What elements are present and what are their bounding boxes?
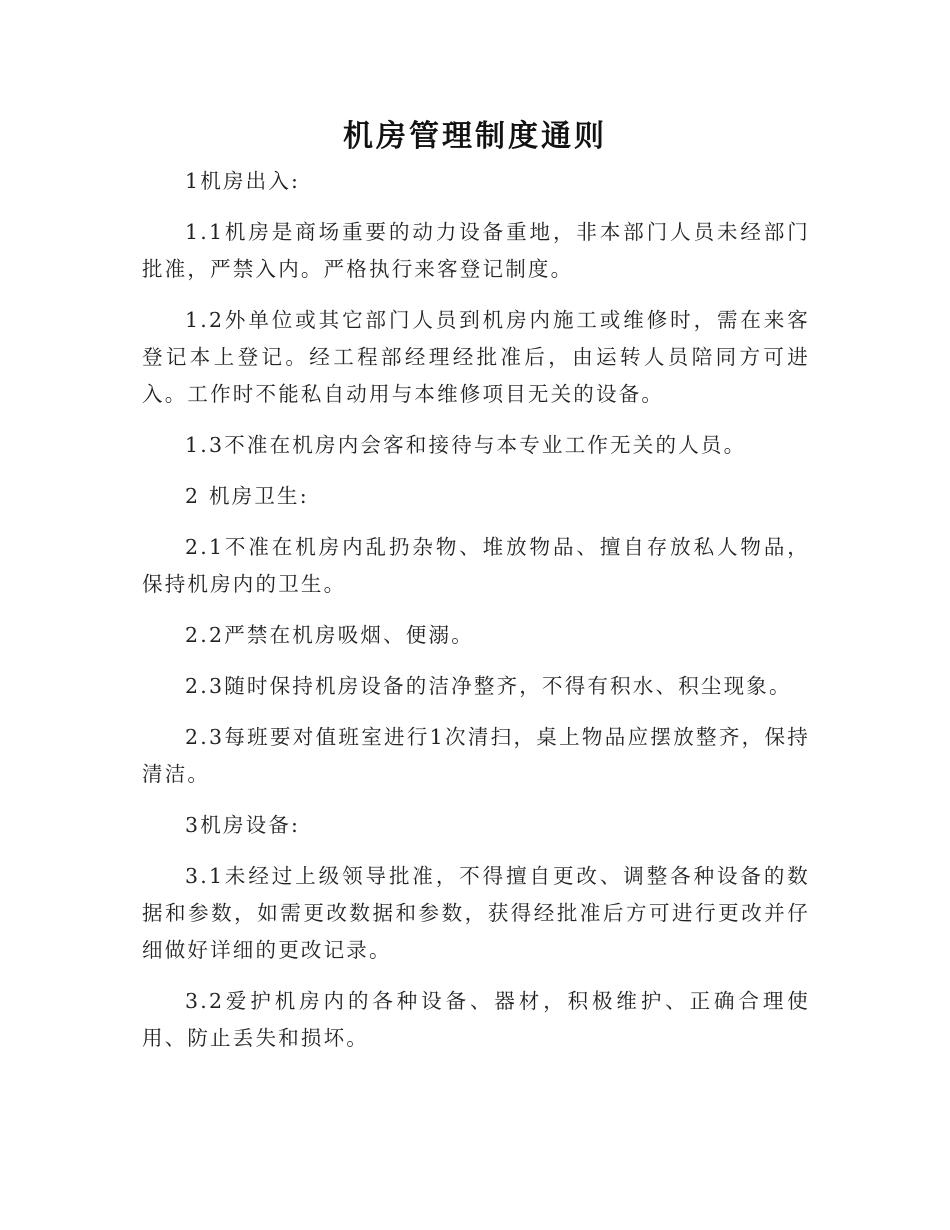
paragraph-3-1: 3.1未经过上级领导批准，不得擅自更改、调整各种设备的数据和参数，如需更改数据和参数，获得经批准后方可进行更改并仔细做好详细的更改记录。 [142, 864, 810, 962]
document-title: 机房管理制度通则 [343, 119, 607, 154]
paragraph-1-3: 1.3不准在机房内会客和接待与本专业工作无关的人员。 [185, 433, 747, 457]
paragraph-2-2: 2.2严禁在机房吸烟、便溺。 [185, 623, 474, 647]
paragraph-3-2: 3.2爱护机房内的各种设备、器材，积极维护、正确合理使用、防止丢失和损坏。 [142, 989, 810, 1050]
paragraph-3: 3机房设备: [185, 813, 301, 837]
paragraph-1: 1机房出入: [185, 169, 301, 193]
paragraph-2: 2 机房卫生: [185, 484, 309, 508]
paragraph-1-1: 1.1机房是商场重要的动力设备重地，非本部门人员未经部门批准，严禁入内。严格执行来客登记制度。 [142, 220, 810, 281]
paragraph-2-1: 2.1不准在机房内乱扔杂物、堆放物品、擅自存放私人物品，保持机房内的卫生。 [142, 535, 810, 596]
document-body [142, 163, 810, 1071]
paragraph-2-3b: 2.3每班要对值班室进行1次清扫，桌上物品应摆放整齐，保持清洁。 [142, 725, 810, 786]
paragraph-2-3: 2.3随时保持机房设备的洁净整齐，不得有积水、积尘现象。 [185, 674, 792, 698]
paragraph-1-2: 1.2外单位或其它部门人员到机房内施工或维修时，需在来客登记本上登记。经工程部经理经批准后，由运转人员陪同方可进入。工作时不能私自动用与本维修项目无关的设备。 [142, 308, 810, 406]
